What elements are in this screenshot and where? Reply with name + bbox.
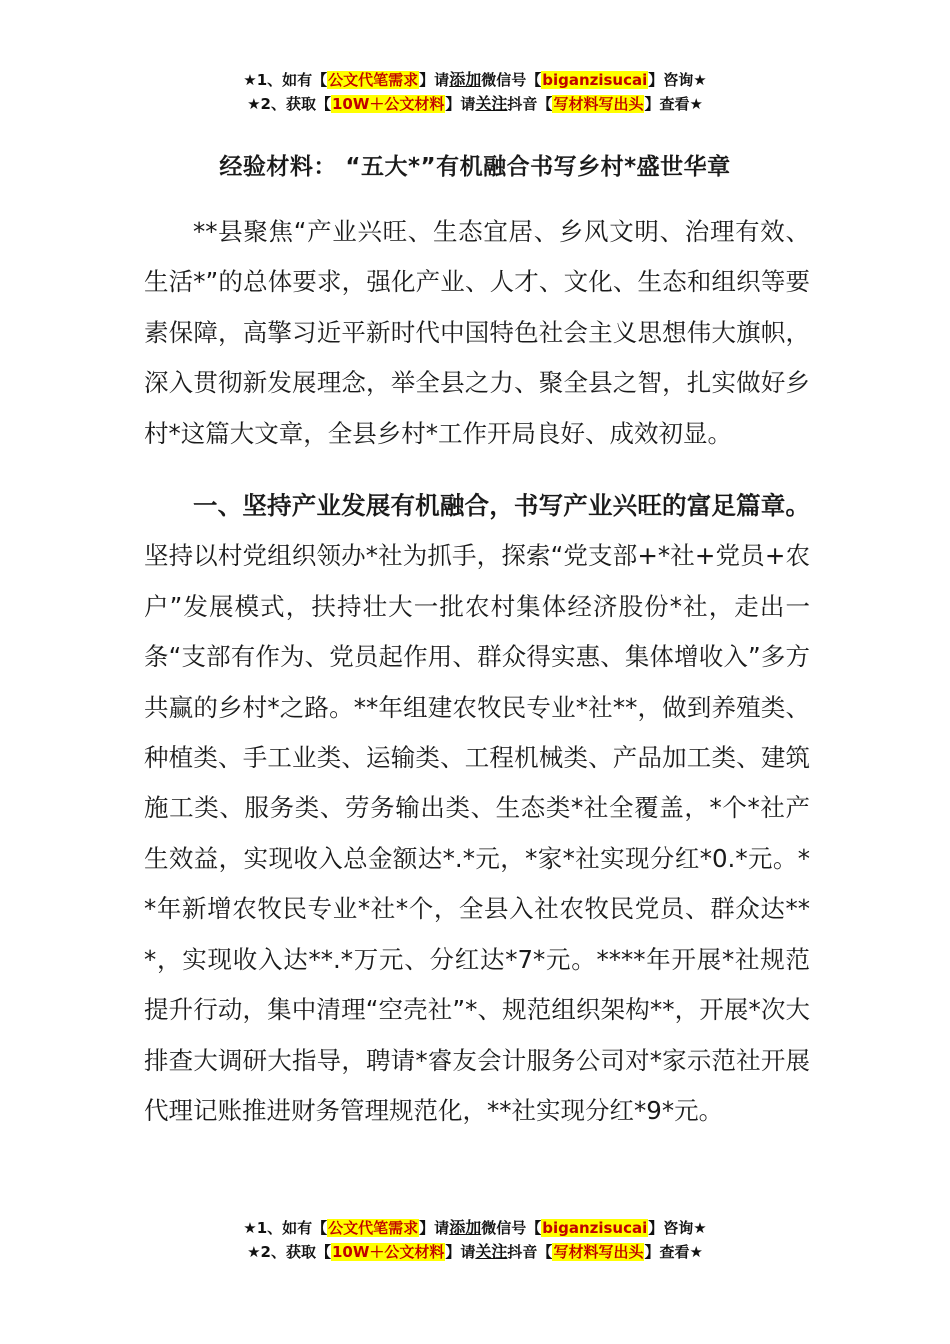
highlight-text: 10W＋公文材料 — [331, 95, 445, 113]
promo-text: 抖音【 — [507, 95, 553, 113]
wechat-id: biganzisucai — [542, 71, 648, 89]
section-1-heading: 一、坚持产业发展有机融合，书写产业兴旺的富足篇章。 — [193, 491, 810, 521]
promo-text: 】查看★ — [644, 95, 703, 113]
intro-paragraph: **县聚焦“产业兴旺、生态宜居、乡风文明、治理有效、生活*”的总体要求，强化产业、人才、文化、生态和组织等要素保障，高擎习近平新时代中国特色社会主义思想伟大旗帜，深入贯彻新发展理念，举全县之力、聚全县之智，扎实做好乡村*这篇大文章，全县乡村*工作开局良好、成效初显。 — [144, 217, 810, 448]
promo-text: ★1、如有【 — [243, 1219, 328, 1237]
promo-text: 抖音【 — [507, 1243, 553, 1261]
promo-text: 】请 — [445, 1243, 476, 1261]
promo-line-1 — [0, 68, 950, 92]
emphasis-text: 关注 — [475, 94, 508, 113]
emphasis-text: 关注 — [475, 1242, 508, 1261]
promo-text: 】咨询★ — [648, 1219, 707, 1237]
document-title: 经验材料： “五大*”有机融合书写乡村*盛世华章 — [219, 154, 731, 180]
promo-line-2 — [0, 92, 950, 116]
highlight-text: 公文代笔需求 — [328, 71, 419, 89]
promo-text: ★2、获取【 — [247, 1243, 331, 1261]
promo-text: 】请 — [419, 1219, 450, 1237]
section-1-paragraph — [144, 481, 810, 1136]
promo-banner-top — [0, 68, 950, 116]
highlight-text: 公文代笔需求 — [328, 1219, 419, 1237]
highlight-text: 写材料写出头 — [553, 1243, 644, 1261]
promo-text: ★2、获取【 — [247, 95, 331, 113]
document-body — [144, 207, 810, 1136]
section-1-body: 坚持以村党组织领办*社为抓手，探索“党支部+*社+党员+农户”发展模式，扶持壮大一批农村集体经济股份*社，走出一条“支部有作为、党员起作用、群众得实惠、集体增收入”多方共赢的乡村*之路。**年组建农牧民专业*社**，做到养殖类、种植类、手工业类、运输类、工程机械类、产品加工类、建筑施工类、服务类、劳务输出类、生态类*社全覆盖，*个*社产生效益，实现收入总金额达*.*元，*家*社实现分红*0.*元。**年新增农牧民专业*社*个，全县入社农牧民党员、群众达***，实现收入达**.*万元、分红达*7*元。****年开展*社规范提升行动，集中清理“空壳社”*、规范组织架构**，开展*次大排查大调研大指导，聘请*睿友会计服务公司对*家示范社开展代理记账推进财务管理规范化，**社实现分红*9*元。 — [144, 541, 810, 1125]
promo-text: ★1、如有【 — [243, 71, 328, 89]
highlight-text: 写材料写出头 — [553, 95, 644, 113]
promo-line-2 — [0, 1240, 950, 1264]
promo-line-1 — [0, 1216, 950, 1240]
promo-banner-bottom — [0, 1216, 950, 1264]
promo-text: 】查看★ — [644, 1243, 703, 1261]
promo-text: 微信号【 — [481, 71, 542, 89]
wechat-id: biganzisucai — [542, 1219, 648, 1237]
emphasis-text: 添加 — [449, 70, 482, 89]
promo-text: 】请 — [445, 95, 476, 113]
promo-text: 微信号【 — [481, 1219, 542, 1237]
promo-text: 】咨询★ — [648, 71, 707, 89]
emphasis-text: 添加 — [449, 1218, 482, 1237]
promo-text: 】请 — [419, 71, 450, 89]
highlight-text: 10W＋公文材料 — [331, 1243, 445, 1261]
